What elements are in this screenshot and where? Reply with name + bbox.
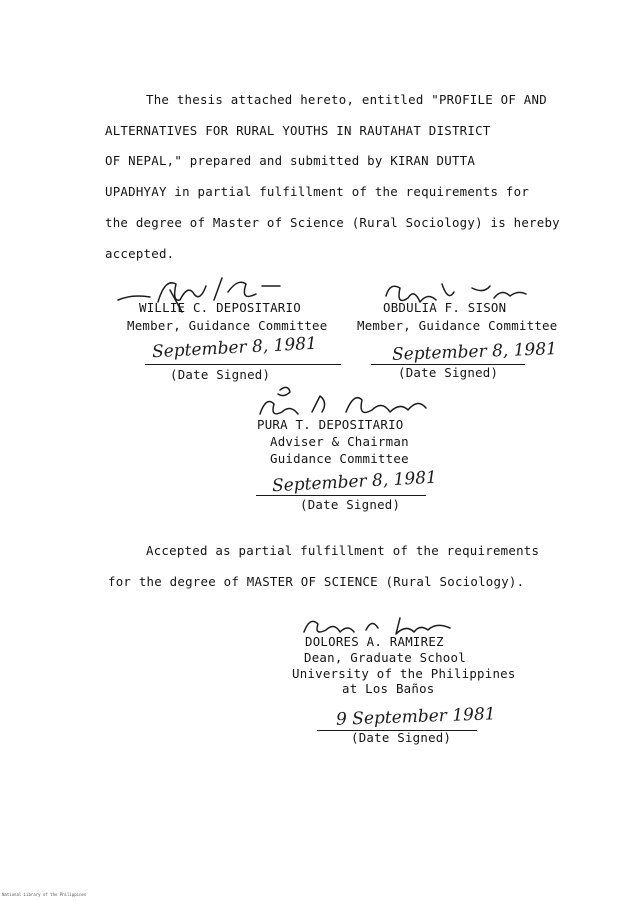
statement-line-5: the degree of Master of Science (Rural Sociology) is hereby [105,215,560,230]
pura-depositario-date-label: (Date Signed) [300,497,401,512]
obdulia-sison-name: OBDULIA F. SISON [383,300,507,315]
statement-line-6: accepted. [105,246,175,261]
willie-depositario-name: WILLIE C. DEPOSITARIO [139,300,301,315]
dean-title: Dean, Graduate School [304,650,466,665]
archive-footer: National Library of the Philippines [2,892,87,897]
dean-location: at Los Baños [342,681,435,696]
statement-line-3: OF NEPAL," prepared and submitted by KIRAN DUTTA [105,153,476,168]
obdulia-sison-date-label: (Date Signed) [398,365,499,380]
willie-depositario-date-handwritten: September 8, 1981 [151,333,318,363]
dean-name: DOLORES A. RAMIREZ [305,634,444,649]
acceptance-line-1: Accepted as partial fulfillment of the requirements [146,543,540,558]
dean-university: University of the Philippines [292,666,516,681]
statement-line-2: ALTERNATIVES FOR RURAL YOUTHS IN RAUTAHAT DISTRICT [105,123,491,138]
dean-date-label: (Date Signed) [351,730,452,745]
pura-depositario-date-handwritten: September 8, 1981 [271,467,438,497]
adviser-role-line-2: Guidance Committee [270,451,409,466]
pura-depositario-date-rule [256,495,426,496]
willie-depositario-date-label: (Date Signed) [170,367,271,382]
adviser-role-line-1: Adviser & Chairman [270,434,409,449]
statement-line-4: UPADHYAY in partial fulfillment of the requirements for [105,184,530,199]
willie-depositario-role: Member, Guidance Committee [127,318,328,333]
obdulia-sison-date-handwritten: September 8, 1981 [391,339,558,365]
willie-depositario-date-rule [145,364,341,365]
obdulia-sison-role: Member, Guidance Committee [357,318,558,333]
pura-depositario-name: PURA T. DEPOSITARIO [257,417,404,432]
dean-date-handwritten: 9 September 1981 [335,704,496,730]
statement-line-1: The thesis attached hereto, entitled "PROFILE OF AND [146,92,547,107]
acceptance-line-2: for the degree of MASTER OF SCIENCE (Rural Sociology). [108,574,525,589]
